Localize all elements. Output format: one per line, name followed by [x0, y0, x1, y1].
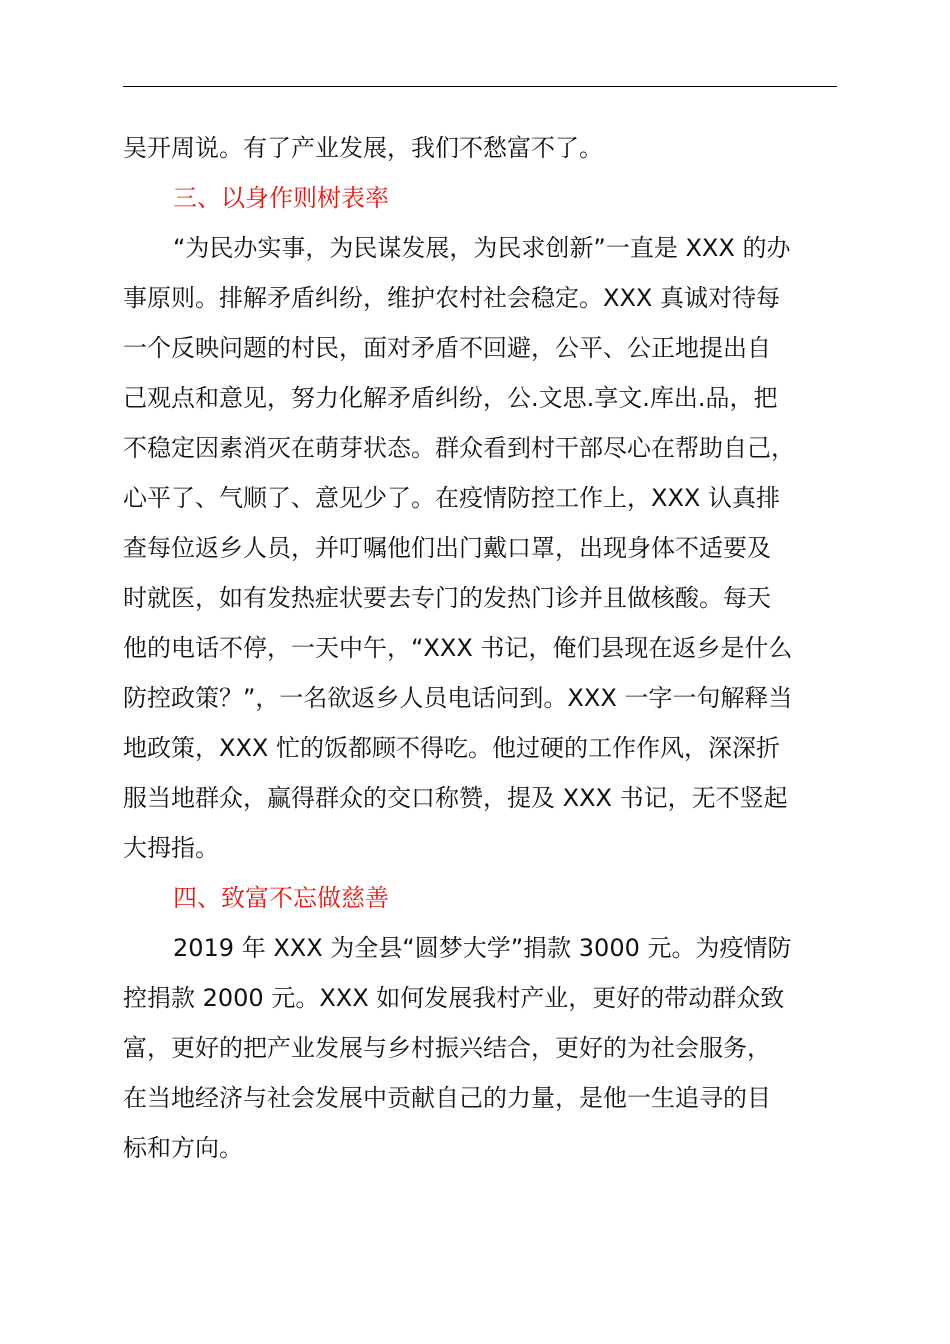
header-rule	[123, 86, 837, 87]
paragraph-line: 时就医，如有发热症状要去专门的发热门诊并且做核酸。每天	[123, 584, 771, 612]
section-heading-3: 三、以身作则树表率	[173, 184, 389, 212]
paragraph-line: 标和方向。	[123, 1134, 243, 1162]
paragraph-line: 2019 年 XXX 为全县“圆梦大学”捐款 3000 元。为疫情防	[173, 934, 792, 962]
paragraph-line: 己观点和意见，努力化解矛盾纠纷，公.文思.享文.库出.品，把	[123, 384, 778, 412]
paragraph-line: 查每位返乡人员，并叮嘱他们出门戴口罩，出现身体不适要及	[123, 534, 771, 562]
paragraph-line: 控捐款 2000 元。XXX 如何发展我村产业，更好的带动群众致	[123, 984, 785, 1012]
paragraph-line: 心平了、气顺了、意见少了。在疫情防控工作上，XXX 认真排	[123, 484, 780, 512]
paragraph-line: 他的电话不停，一天中午，“XXX 书记，俺们县现在返乡是什么	[123, 634, 793, 662]
paragraph-line: “为民办实事，为民谋发展，为民求创新”一直是 XXX 的办	[173, 234, 791, 262]
paragraph-line: 吴开周说。有了产业发展，我们不愁富不了。	[123, 134, 603, 162]
paragraph-line: 大拇指。	[123, 834, 219, 862]
paragraph-line: 在当地经济与社会发展中贡献自己的力量，是他一生追寻的目	[123, 1084, 771, 1112]
paragraph-line: 防控政策？”，一名欲返乡人员电话问到。XXX 一字一句解释当	[123, 684, 793, 712]
paragraph-line: 不稳定因素消灭在萌芽状态。群众看到村干部尽心在帮助自己，	[123, 434, 795, 462]
paragraph-line: 富，更好的把产业发展与乡村振兴结合，更好的为社会服务，	[123, 1034, 771, 1062]
paragraph-line: 地政策，XXX 忙的饭都顾不得吃。他过硬的工作作风，深深折	[123, 734, 780, 762]
section-heading-4: 四、致富不忘做慈善	[173, 884, 389, 912]
paragraph-line: 事原则。排解矛盾纠纷，维护农村社会稳定。XXX 真诚对待每	[123, 284, 780, 312]
paragraph-line: 服当地群众，赢得群众的交口称赞，提及 XXX 书记，无不竖起	[123, 784, 788, 812]
paragraph-line: 一个反映问题的村民，面对矛盾不回避，公平、公正地提出自	[123, 334, 771, 362]
